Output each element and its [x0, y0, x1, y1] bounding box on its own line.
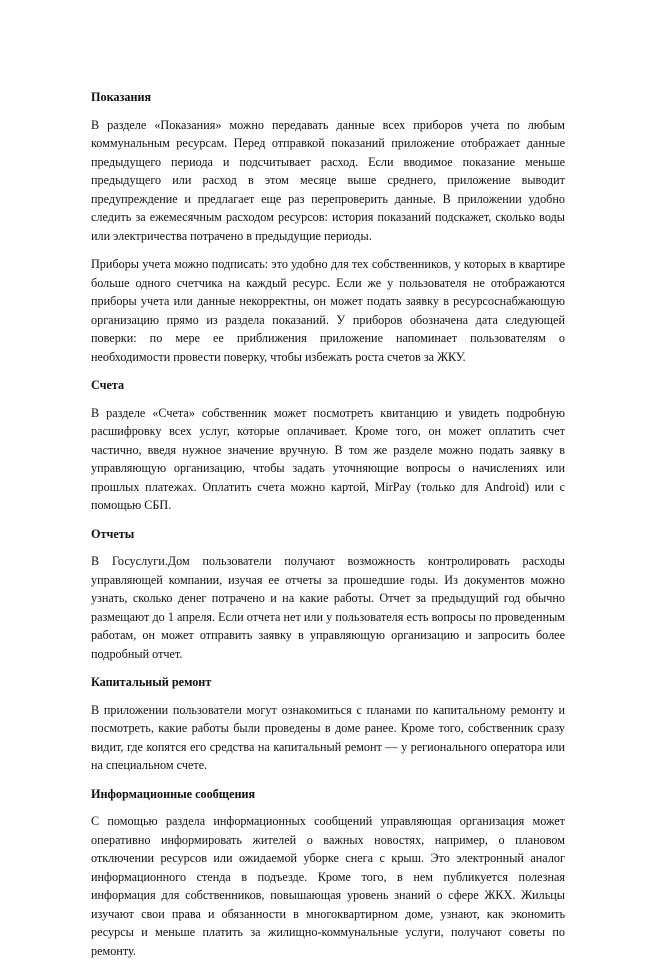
- section-heading: Показания: [91, 90, 152, 104]
- section-heading: Счета: [91, 378, 125, 392]
- section-heading: Капитальный ремонт: [91, 675, 212, 689]
- paragraph: С помощью раздела информационных сообщений управляющая организация может оперативно информировать жителей о важных новостях, например, о плановом отключении ресурсов или ожидаемой уборке снега с крыш. Это электронный аналог информационного стенда в подъезде. Кроме того, в нем публикуется полезная информация для собственников, повышающая уровень знаний о сфере ЖКХ. Жильцы изучают свои права и обязанности в многоквартирном доме, узнают, как экономить ресурсы и меньше платить за жилищно-коммунальные услуги, получают советы по ремонту.: [91, 814, 565, 958]
- section-readings: [91, 88, 565, 366]
- section-reports: [91, 525, 565, 664]
- paragraph: В Госуслуги.Дом пользователи получают возможность контролировать расходы управляющей компании, изучая ее отчеты за прошедшие годы. Из документов можно узнать, сколько денег потрачено и на какие работы. Отчет за предыдущий год обычно размещают до 1 апреля. Если отчета нет или у пользователя есть вопросы по проведенным работам, он может отправить заявку в управляющую организацию и запросить более подробный отчет.: [91, 554, 565, 661]
- section-heading: Информационные сообщения: [91, 786, 256, 801]
- document-page: [91, 88, 565, 970]
- paragraph: В разделе «Показания» можно передавать данные всех приборов учета по любым коммунальным ресурсам. Перед отправкой показаний приложение отображает данные предыдущего периода и подсчитывает расход. Если вводимое показание меньше предыдущего или расход в этом месяце выше среднего, приложение выводит предупреждение и предлагает еще раз перепроверить данные. В приложении удобно следить за ежемесячным расходом ресурсов: история показаний подскажет, сколько воды или электричества потрачено в предыдущие периоды.: [91, 117, 565, 243]
- paragraph: В приложении пользователи могут ознакомиться с планами по капитальному ремонту и посмотреть, какие работы были проведены в доме ранее. Кроме того, собственник сразу видит, где копятся его средства на капитальный ремонт — у регионального оператора или на специальном счете.: [91, 702, 565, 772]
- section-info-messages: [91, 785, 565, 961]
- section-bills: [91, 376, 565, 515]
- paragraph: Приборы учета можно подписать: это удобно для тех собственников, у которых в квартире больше одного счетчика на каждый ресурс. Если же у пользователя не отображаются приборы учета или данные некорректны, он может подать заявку в ресурсоснабжающую организацию прямо из раздела показаний. У приборов обозначена дата следующей поверки: по мере ее приближения приложение напоминает пользователям о необходимости провести поверку, чтобы избежать роста счетов за ЖКУ.: [91, 257, 565, 364]
- section-capital-repair: [91, 673, 565, 775]
- paragraph: В разделе «Счета» собственник может посмотреть квитанцию и увидеть подробную расшифровку всех услуг, которые оплачивает. Кроме того, он может оплатить счет частично, введя нужное значение вручную. В том же разделе можно подать заявку в управляющую организацию, чтобы задать уточняющие вопросы о начислениях или прошлых платежах. Оплатить счета можно картой, MirPay (только для Android) или с помощью СБП.: [91, 405, 565, 512]
- section-heading: Отчеты: [91, 526, 135, 541]
